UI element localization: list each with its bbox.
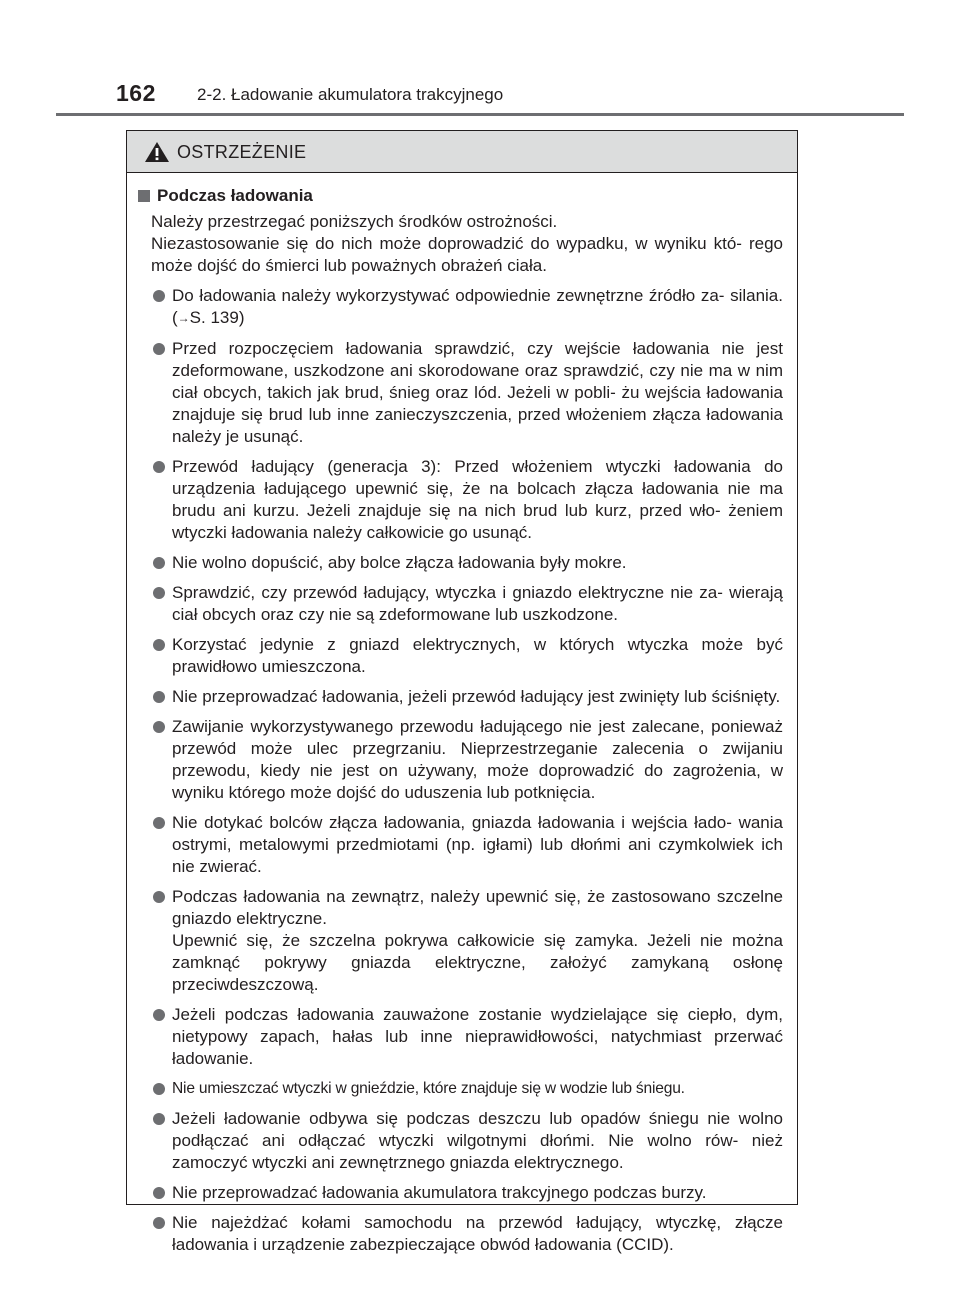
bullet-text — [172, 886, 783, 996]
bullet-dot-icon — [153, 461, 165, 473]
reference-arrow-icon: → — [177, 311, 190, 325]
header-divider — [56, 113, 904, 116]
list-item — [138, 634, 783, 678]
intro-text — [151, 211, 783, 277]
bullet-text: Nie najeżdżać kołami samochodu na przewód ładujący, wtyczkę, złącze ładowania i urządzenie zabezpieczające obwód ładowania (CCID). — [172, 1213, 783, 1254]
list-item — [138, 812, 783, 878]
bullet-dot-icon — [153, 1217, 165, 1229]
bullet-dot-icon — [153, 817, 165, 829]
list-item — [138, 1004, 783, 1070]
list-item — [138, 1182, 783, 1204]
page-reference: S. 139) — [189, 308, 245, 327]
square-bullet-icon — [138, 190, 150, 202]
bullet-paragraph: Upewnić się, że szczelna pokrywa całkowicie się zamyka. Jeżeli nie można zamknąć pokrywy gniazda elektryczne, założyć zamykaną osłonę przeciwdeszczową. — [172, 931, 783, 994]
bullet-dot-icon — [153, 1009, 165, 1021]
list-item — [138, 1108, 783, 1174]
precaution-list — [138, 285, 783, 1256]
bullet-text: Nie przeprowadzać ładowania akumulatora trakcyjnego podczas burzy. — [172, 1183, 707, 1202]
bullet-dot-icon — [153, 1113, 165, 1125]
warning-header — [127, 131, 797, 173]
bullet-text: Do ładowania należy wykorzystywać odpowiednie zewnętrzne źródło za- silania. ( — [172, 286, 783, 327]
warning-triangle-icon — [144, 141, 170, 163]
list-item — [138, 1078, 783, 1100]
warning-body — [127, 173, 797, 1256]
section-heading — [138, 184, 783, 208]
warning-title: OSTRZEŻENIE — [177, 142, 307, 162]
bullet-text: Nie przeprowadzać ładowania, jeżeli przewód ładujący jest zwinięty lub ściśnięty. — [172, 687, 781, 706]
list-item — [138, 456, 783, 544]
intro-line: Niezastosowanie się do nich może doprowadzić do wypadku, w wyniku któ- rego może dojść do śmierci lub poważnych obrażeń ciała. — [151, 234, 783, 275]
bullet-text: Zawijanie wykorzystywanego przewodu ładującego nie jest zalecane, ponieważ przewód może ulec przegrzaniu. Nieprzestrzeganie zalecenia o zwijaniu przewodu, kiedy nie jest on używany, może doprowadzić do zagrożenia, w wyniku którego może dojść do uduszenia lub potknięcia. — [172, 717, 783, 802]
bullet-dot-icon — [153, 1187, 165, 1199]
bullet-dot-icon — [153, 290, 165, 302]
bullet-dot-icon — [153, 557, 165, 569]
list-item — [138, 686, 783, 708]
section-heading-text: Podczas ładowania — [157, 186, 313, 205]
list-item — [138, 716, 783, 804]
bullet-paragraph: Podczas ładowania na zewnątrz, należy upewnić się, że zastosowano szczelne gniazdo elektryczne. — [172, 887, 783, 928]
bullet-dot-icon — [153, 343, 165, 355]
bullet-text: Jeżeli podczas ładowania zauważone zostanie wydzielające się ciepło, dym, nietypowy zapach, hałas lub inne nieprawidłowości, natychmiast przerwać ładowanie. — [172, 1005, 783, 1068]
list-item — [138, 285, 783, 330]
list-item — [138, 1212, 783, 1256]
bullet-text: Nie wolno dopuścić, aby bolce złącza ładowania były mokre. — [172, 553, 627, 572]
bullet-dot-icon — [153, 721, 165, 733]
bullet-text: Korzystać jedynie z gniazd elektrycznych, w których wtyczka może być prawidłowo umieszczona. — [172, 635, 783, 676]
list-item — [138, 886, 783, 996]
list-item — [138, 552, 783, 574]
bullet-text: Jeżeli ładowanie odbywa się podczas deszczu lub opadów śniegu nie wolno podłączać ani odłączać wtyczki wilgotnymi dłońmi. Nie wolno rów- nież zamoczyć wtyczki ani zewnętrznego gniazda elektrycznego. — [172, 1109, 783, 1172]
page-header — [0, 0, 960, 118]
bullet-text: Nie dotykać bolców złącza ładowania, gniazda ładowania i wejścia łado- wania ostrymi, metalowymi przedmiotami (np. igłami) lub dłońmi ani czymkolwiek ich nie zwierać. — [172, 813, 783, 876]
bullet-text: Przed rozpoczęciem ładowania sprawdzić, czy wejście ładowania nie jest zdeformowane, uszkodzone ani skorodowane oraz sprawdzić, czy nie ma w nim ciał obcych, takich jak brud, śnieg oraz lód. Jeżeli w pobli- żu wejścia ładowania znajduje się brud lub inne zanieczyszczenia, przed włożeniem złącza ładowania należy je usunąć. — [172, 339, 783, 446]
warning-box — [126, 130, 798, 1254]
list-item — [138, 338, 783, 448]
bullet-dot-icon — [153, 891, 165, 903]
bullet-dot-icon — [153, 691, 165, 703]
list-item — [138, 582, 783, 626]
page-number: 162 — [116, 80, 156, 106]
bullet-text: Sprawdzić, czy przewód ładujący, wtyczka i gniazdo elektryczne nie za- wierają ciał obcych oraz czy nie są zdeformowane lub uszkodzone. — [172, 583, 783, 624]
bullet-dot-icon — [153, 587, 165, 599]
intro-line: Należy przestrzegać poniższych środków ostrożności. — [151, 212, 558, 231]
bullet-text: Przewód ładujący (generacja 3): Przed włożeniem wtyczki ładowania do urządzenia ładującego upewnić się, że na bolcach złącza ładowania nie ma brudu ani kurzu. Jeżeli znajduje się na nich brud lub kurz, przed wło- żeniem wtyczki ładowania należy całkowicie go usunąć. — [172, 457, 783, 542]
bullet-dot-icon — [153, 1083, 165, 1095]
bullet-text: Nie umieszczać wtyczki w gnieździe, które znajduje się w wodzie lub śniegu. — [172, 1080, 685, 1097]
bullet-dot-icon — [153, 639, 165, 651]
section-title: 2-2. Ładowanie akumulatora trakcyjnego — [197, 85, 504, 104]
